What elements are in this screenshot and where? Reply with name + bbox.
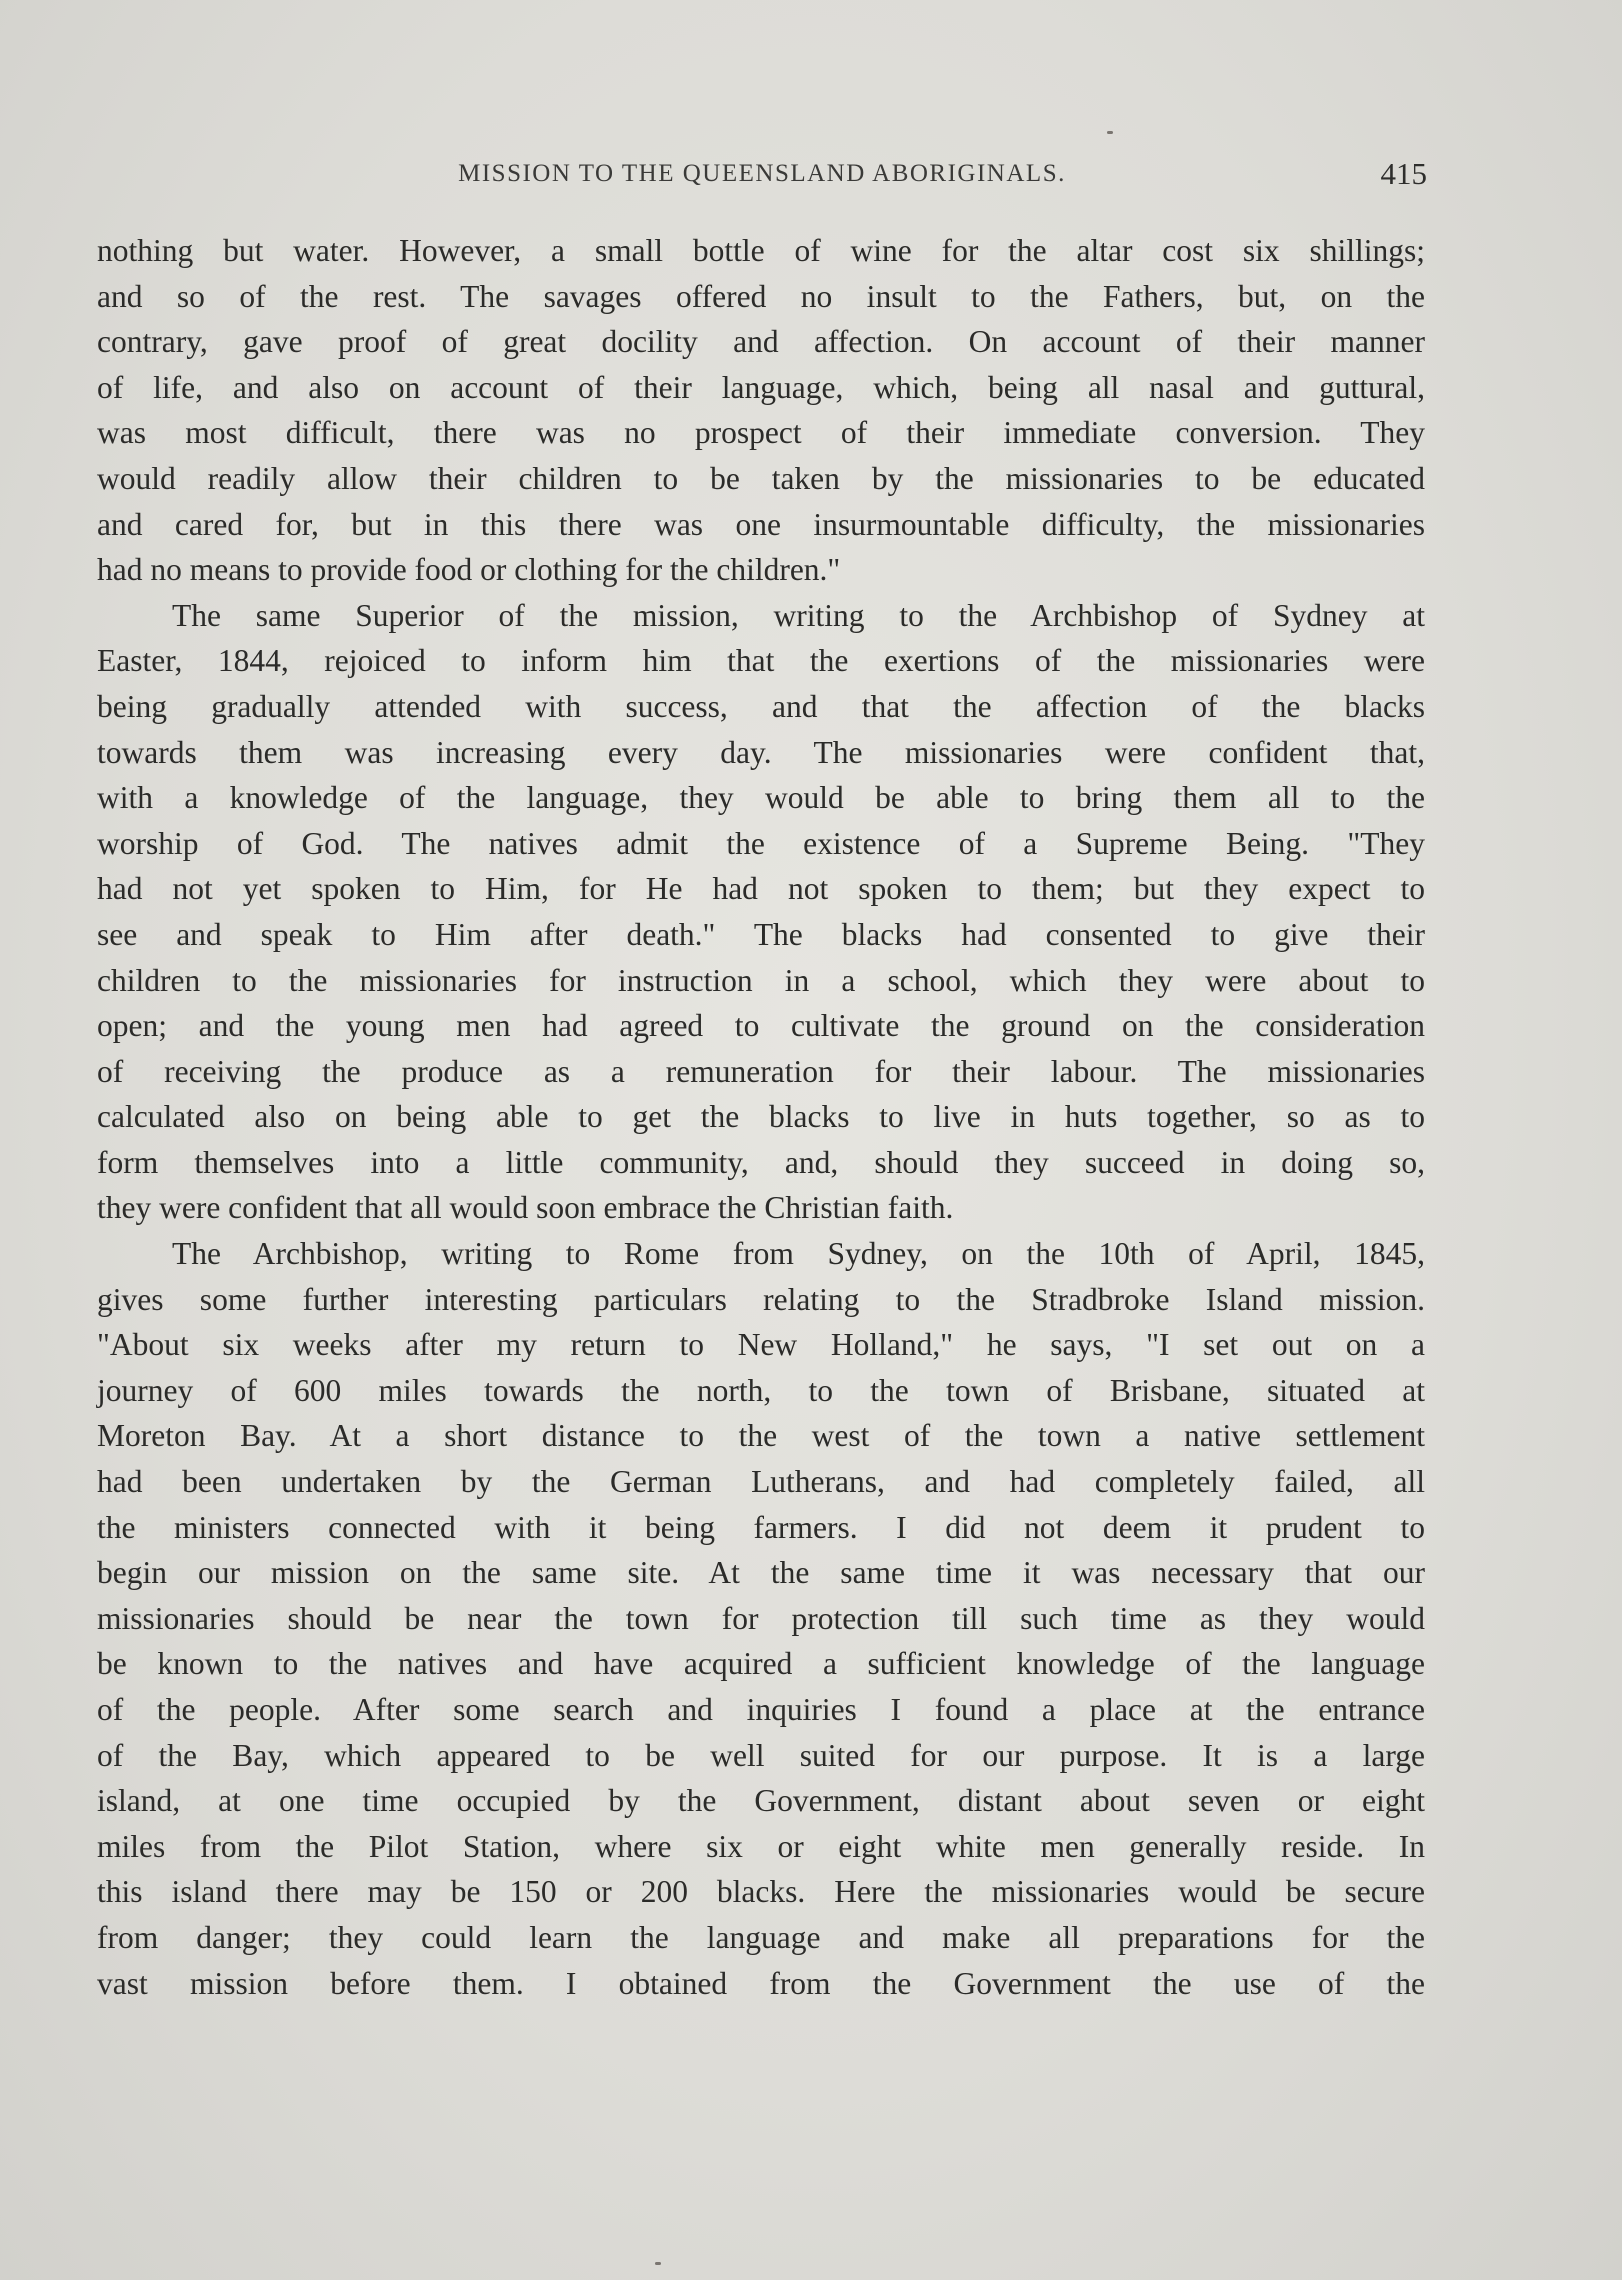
text-line: "About six weeks after my return to New Holland," he says, "I set out on a	[97, 1327, 1425, 1363]
text-line: of receiving the produce as a remuneration for their labour. The missionaries	[97, 1053, 1425, 1089]
text-line: gives some further interesting particulars relating to the Stradbroke Island mission.	[97, 1281, 1425, 1317]
text-line: island, at one time occupied by the Government, distant about seven or eight	[97, 1783, 1425, 1819]
running-head	[97, 156, 1427, 200]
text-line: and so of the rest. The savages offered no insult to the Fathers, but, on the	[97, 278, 1425, 314]
text-line: the ministers connected with it being farmers. I did not deem it prudent to	[97, 1509, 1425, 1545]
page-speck-top	[1107, 131, 1113, 134]
text-line: from danger; they could learn the language and make all preparations for the	[97, 1919, 1425, 1955]
text-line: nothing but water. However, a small bottle of wine for the altar cost six shillings;	[97, 233, 1425, 268]
text-line: had no means to provide food or clothing for the children."	[97, 552, 841, 588]
page-number: 415	[1380, 156, 1427, 191]
text-line: vast mission before them. I obtained from the Government the use of the	[97, 1965, 1425, 2001]
text-line: had not yet spoken to Him, for He had not spoken to them; but they expect to	[97, 871, 1425, 907]
text-line: contrary, gave proof of great docility and affection. On account of their manner	[97, 324, 1425, 360]
text-line: this island there may be 150 or 200 blacks. Here the missionaries would be secure	[97, 1874, 1425, 1910]
text-line: be known to the natives and have acquired a sufficient knowledge of the language	[97, 1646, 1425, 1682]
running-head-title: MISSION TO THE QUEENSLAND ABORIGINALS.	[458, 160, 1066, 187]
paragraph-2	[97, 593, 1425, 1231]
text-line: Easter, 1844, rejoiced to inform him that the exertions of the missionaries were	[97, 643, 1425, 679]
paragraph-1	[97, 228, 1425, 593]
text-line: missionaries should be near the town for protection till such time as they would	[97, 1600, 1425, 1636]
text-line: was most difficult, there was no prospect of their immediate conversion. They	[97, 415, 1425, 451]
text-line: Moreton Bay. At a short distance to the west of the town a native settlement	[97, 1418, 1425, 1454]
text-line: children to the missionaries for instruction in a school, which they were about to	[97, 962, 1425, 998]
text-line: open; and the young men had agreed to cultivate the ground on the consideration	[97, 1008, 1425, 1044]
text-line: see and speak to Him after death." The blacks had consented to give their	[97, 916, 1425, 952]
text-line: being gradually attended with success, and that the affection of the blacks	[97, 688, 1425, 724]
text-line: form themselves into a little community, and, should they succeed in doing so,	[97, 1144, 1425, 1180]
paragraph-3	[97, 1231, 1425, 2006]
text-line: calculated also on being able to get the blacks to live in huts together, so as to	[97, 1099, 1425, 1135]
text-line: begin our mission on the same site. At the same time it was necessary that our	[97, 1555, 1425, 1591]
text-line: miles from the Pilot Station, where six or eight white men generally reside. In	[97, 1828, 1425, 1864]
text-line: journey of 600 miles towards the north, to the town of Brisbane, situated at	[97, 1372, 1425, 1408]
text-line: of life, and also on account of their language, which, being all nasal and guttural,	[97, 369, 1425, 405]
page-speck-bottom	[655, 2262, 661, 2265]
text-line: with a knowledge of the language, they would be able to bring them all to the	[97, 780, 1425, 816]
text-line: would readily allow their children to be taken by the missionaries to be educated	[97, 460, 1425, 496]
text-line: of the people. After some search and inquiries I found a place at the entrance	[97, 1692, 1425, 1727]
text-line: towards them was increasing every day. The missionaries were confident that,	[97, 734, 1425, 770]
text-line: they were confident that all would soon embrace the Christian faith.	[97, 1190, 954, 1226]
text-line: of the Bay, which appeared to be well suited for our purpose. It is a large	[97, 1737, 1425, 1773]
text-line: and cared for, but in this there was one insurmountable difficulty, the missionaries	[97, 506, 1425, 542]
text-line: worship of God. The natives admit the existence of a Supreme Being. "They	[97, 825, 1425, 861]
body-text	[97, 228, 1425, 2006]
text-line: The Archbishop, writing to Rome from Sydney, on the 10th of April, 1845,	[172, 1236, 1425, 1272]
text-line: had been undertaken by the German Lutherans, and had completely failed, all	[97, 1464, 1425, 1500]
text-line: The same Superior of the mission, writing to the Archbishop of Sydney at	[172, 597, 1425, 633]
